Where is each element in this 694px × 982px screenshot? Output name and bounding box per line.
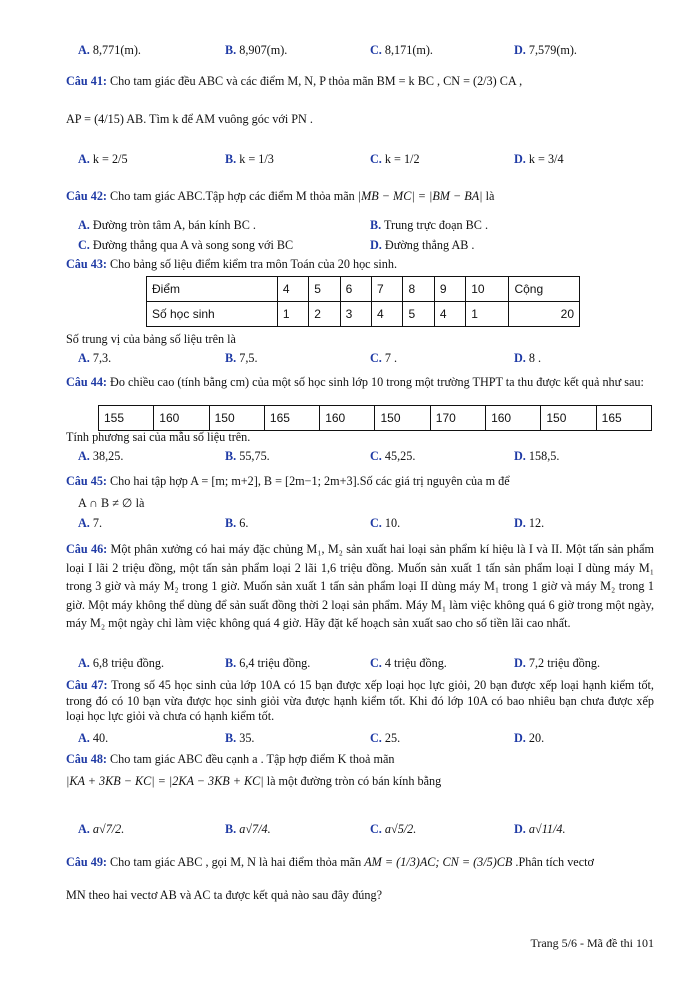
table-cell: Điểm: [147, 277, 278, 302]
question-45: Câu 45: Cho hai tập hợp A = [m; m+2], B = [2m−1; 2m+3].Số các giá trị nguyên của m để: [66, 474, 510, 488]
question-41: Câu 41: Cho tam giác đều ABC và các điểm M, N, P thỏa mãn BM = k BC , CN = (2/3) CA ,: [66, 74, 523, 88]
option-c: 45,25.: [384, 449, 416, 463]
q47-options: A. 40. B. 35. C. 25. D. 20.: [78, 731, 545, 745]
table-cell: 165: [264, 406, 319, 431]
option-a: 7.: [92, 516, 103, 530]
option-d: Đường thẳng AB .: [384, 238, 475, 252]
option-d: 20.: [528, 731, 545, 745]
option-b: 8,907(m).: [239, 43, 288, 57]
option-c: 25.: [384, 731, 401, 745]
q48-options: A. a√7/2. B. a√7/4. C. a√5/2. D. a√11/4.: [78, 822, 566, 836]
option-c: k = 1/2: [384, 152, 420, 166]
option-b: 55,75.: [239, 449, 270, 463]
option-d: 12.: [528, 516, 545, 530]
table-cell: 7: [372, 277, 403, 302]
option-a: 38,25.: [92, 449, 124, 463]
table-cell: 4: [434, 302, 465, 327]
option-d: 7,2 triệu đồng.: [528, 656, 600, 670]
option-a: 7,3.: [92, 351, 112, 365]
table-cell: 8: [403, 277, 434, 302]
table-cell: 1: [277, 302, 308, 327]
table-cell: 4: [277, 277, 308, 302]
table-cell: 4: [372, 302, 403, 327]
q44-options: A. 38,25. B. 55,75. C. 45,25. D. 158,5.: [78, 449, 560, 463]
option-b: Trung trực đoạn BC .: [384, 218, 489, 232]
q45-options: A. 7. B. 6. C. 10. D. 12.: [78, 516, 545, 530]
table-cell: 155: [99, 406, 154, 431]
table-cell: 150: [209, 406, 264, 431]
question-45-line2: A ∩ B ≠ ∅ là: [78, 496, 145, 510]
table-row: [147, 302, 580, 327]
question-42: Câu 42: Cho tam giác ABC.Tập hợp các điểm M thỏa mãn |MB − MC| = |BM − BA| là: [66, 189, 495, 203]
score-table: [146, 276, 580, 327]
option-c: 7 .: [384, 351, 398, 365]
table-cell: 2: [309, 302, 340, 327]
option-c: Đường thẳng qua A và song song với BC: [92, 238, 294, 252]
question-46: Câu 46: Một phân xưởng có hai máy đặc chủng M₁, M₂ sản xuất hai loại sản phẩm kí hiệu là I và II. Một tấn sản phẩm loại I lãi 2 triệu đồng, một tấn sản phẩm loại 2 lãi 1,6 triệu đồng. Muốn sản xuất 1 tấn sản phẩm loại I dùng máy M₁ trong 3 giờ và máy M₂ trong 1 giờ. Muốn sản xuất 1 tấn sản phẩm loại II dùng máy M₁ trong 1 giờ và máy M₂ trong 1 giờ. Một máy không thể dùng để sản suất đồng thời 2 loại sản phẩm. Máy M₁ làm việc không quá 6 giờ trong một ngày, máy M₂ một ngày chỉ làm việc không quá 4 giờ. Hãy đặt kế hoạch sản xuất sao cho số tiền lãi cao nhất.: [66, 542, 655, 630]
equation: CN = (2/3) CA: [443, 74, 517, 88]
table-cell: 170: [430, 406, 485, 431]
table-cell: 1: [466, 302, 509, 327]
table-cell: 6: [340, 277, 371, 302]
option-b: 35.: [239, 731, 255, 745]
equation: |MB − MC| = |BM − BA|: [357, 189, 483, 203]
option-b: k = 1/3: [239, 152, 274, 166]
option-c: 4 triệu đồng.: [384, 656, 447, 670]
table-cell: 150: [375, 406, 430, 431]
option-a: Đường tròn tâm A, bán kính BC .: [92, 218, 256, 232]
table-cell: 165: [596, 406, 651, 431]
question-41-line2: AP = (4/15) AB. Tìm k để AM vuông góc với PN .: [66, 112, 313, 126]
option-b: 6.: [239, 516, 249, 530]
option-a: k = 2/5: [92, 152, 128, 166]
table-cell: 5: [309, 277, 340, 302]
option-a: 8,771(m).: [92, 43, 141, 57]
page-footer: Trang 5/6 - Mã đề thi 101: [530, 936, 654, 950]
table-cell: 3: [340, 302, 371, 327]
table-cell: 160: [154, 406, 209, 431]
table-cell: Cộng: [509, 277, 580, 302]
height-table: [98, 405, 652, 431]
option-d: 158,5.: [528, 449, 560, 463]
option-d: 8 .: [528, 351, 542, 365]
question-44: Câu 44: Đo chiều cao (tính bằng cm) của một số học sinh lớp 10 trong một trường THPT ta thu được kết quả như sau:: [66, 375, 644, 389]
table-cell: 160: [320, 406, 375, 431]
option-d: k = 3/4: [528, 152, 564, 166]
equation: |KA + 3KB − KC| = |2KA − 3KB + KC|: [66, 774, 264, 788]
q42-options-row2: C. Đường thẳng qua A và song song với BC D. Đường thẳng AB .: [78, 238, 475, 252]
option-b: 7,5.: [239, 351, 258, 365]
q43-options: A. 7,3. B. 7,5. C. 7 . D. 8 .: [78, 351, 542, 365]
table-row: [99, 406, 652, 431]
question-44-after: Tính phương sai của mẫu số liệu trên.: [66, 430, 251, 444]
question-48-line2: |KA + 3KB − KC| = |2KA − 3KB + KC| là một đường tròn có bán kính bằng: [66, 774, 442, 788]
equation: AP = (4/15) AB: [66, 112, 144, 126]
option-c: 10.: [384, 516, 401, 530]
option-a: a√7/2.: [92, 822, 125, 836]
option-c: 8,171(m).: [384, 43, 433, 57]
table-cell: 20: [509, 302, 580, 327]
equation: AM = (1/3)AC; CN = (3/5)CB: [364, 855, 513, 869]
q42-options-row1: A. Đường tròn tâm A, bán kính BC . B. Trung trực đoạn BC .: [78, 218, 489, 232]
table-cell: 10: [466, 277, 509, 302]
equation: BM = k BC: [376, 74, 434, 88]
prev-options: A. 8,771(m). B. 8,907(m). C. 8,171(m). D. 7,579(m).: [78, 43, 577, 57]
table-cell: 150: [541, 406, 596, 431]
table-cell: 9: [434, 277, 465, 302]
option-b: 6,4 triệu đồng.: [239, 656, 311, 670]
q41-options: A. k = 2/5 B. k = 1/3 C. k = 1/2 D. k = 3/4: [78, 152, 564, 166]
option-d: 7,579(m).: [528, 43, 577, 57]
option-a: 6,8 triệu đồng.: [92, 656, 164, 670]
question-43-after: Số trung vị của bảng số liệu trên là: [66, 332, 236, 346]
question-49-line2: MN theo hai vectơ AB và AC ta được kết quả nào sau đây đúng?: [66, 888, 382, 902]
option-b: a√7/4.: [239, 822, 271, 836]
question-48: Câu 48: Cho tam giác ABC đều cạnh a . Tập hợp điểm K thoả mãn: [66, 752, 395, 766]
table-cell: Số học sinh: [147, 302, 278, 327]
table-cell: 160: [486, 406, 541, 431]
option-a: 40.: [92, 731, 109, 745]
q46-options: A. 6,8 triệu đồng. B. 6,4 triệu đồng. C. 4 triệu đồng. D. 7,2 triệu đồng.: [78, 656, 600, 670]
question-47: Câu 47: Trong số 45 học sinh của lớp 10A có 15 bạn được xếp loại học lực giỏi, 20 bạn được xếp loại hạnh kiểm tốt, trong đó có 10 bạn vừa được học sinh giỏi vừa được hạnh kiểm tốt. Khi đó lớp 10A có bao nhiêu bạn chưa được xếp loại học lực giỏi và chưa có hạnh kiểm tốt.: [66, 678, 654, 723]
option-d: a√11/4.: [528, 822, 566, 836]
option-c: a√5/2.: [384, 822, 417, 836]
table-row: [147, 277, 580, 302]
question-49: Câu 49: Cho tam giác ABC , gọi M, N là hai điểm thỏa mãn AM = (1/3)AC; CN = (3/5)CB .Phân tích vectơ: [66, 855, 594, 869]
table-cell: 5: [403, 302, 434, 327]
question-43: Câu 43: Cho bảng số liệu điểm kiểm tra môn Toán của 20 học sinh.: [66, 257, 397, 271]
